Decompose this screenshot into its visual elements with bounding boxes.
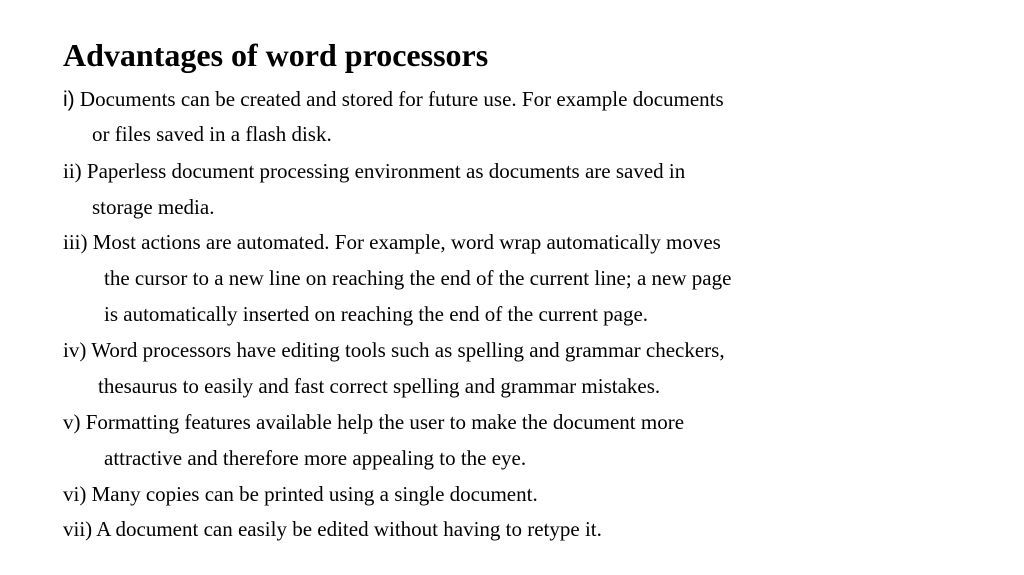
list-item-1-line-2: or files saved in a flash disk. (92, 122, 332, 146)
list-item-1-text-1: Documents can be created and stored for future use. For example documents (74, 87, 724, 111)
list-item-5-marker: v) (63, 410, 81, 434)
list-item-2-line-1 (63, 157, 685, 185)
list-item-3-line-3: is automatically inserted on reaching the end of the current page. (104, 302, 649, 326)
list-item-4-marker: iv) (63, 338, 87, 362)
list-item-6-text-1: Many copies can be printed using a single document. (86, 482, 538, 506)
list-item-6-marker: vi) (63, 482, 87, 506)
list-item-3-marker: iii) (63, 230, 88, 254)
list-item-4-line-1 (63, 336, 725, 364)
list-item-4-text-1: Word processors have editing tools such as spelling and grammar checkers, (86, 338, 725, 362)
list-item-7-line-1 (63, 515, 602, 543)
list-item-7-marker: vii) (63, 517, 93, 541)
list-item-3-line-1 (63, 228, 721, 256)
list-item-1-line-1 (63, 85, 724, 114)
list-item-2-text-1: Paperless document processing environment as documents are saved in (81, 159, 686, 183)
list-item-5-line-2: attractive and therefore more appealing to the eye. (104, 446, 527, 470)
slide-title: Advantages of word processors (63, 37, 489, 73)
list-item-7-text-1: A document can easily be edited without having to retype it. (92, 517, 602, 541)
list-item-5-line-1 (63, 408, 684, 436)
list-item-5-text-1: Formatting features available help the user to make the document more (80, 410, 685, 434)
list-item-6-line-1 (63, 480, 538, 508)
list-item-3-text-1: Most actions are automated. For example, word wrap automatically moves (87, 230, 721, 254)
list-item-2-marker: ii) (63, 159, 82, 183)
list-item-1-marker: i) (63, 88, 75, 111)
list-item-3-line-2: the cursor to a new line on reaching the end of the current line; a new page (104, 266, 732, 290)
list-item-4-line-2: thesaurus to easily and fast correct spelling and grammar mistakes. (98, 374, 661, 398)
list-item-2-line-2: storage media. (92, 195, 215, 219)
